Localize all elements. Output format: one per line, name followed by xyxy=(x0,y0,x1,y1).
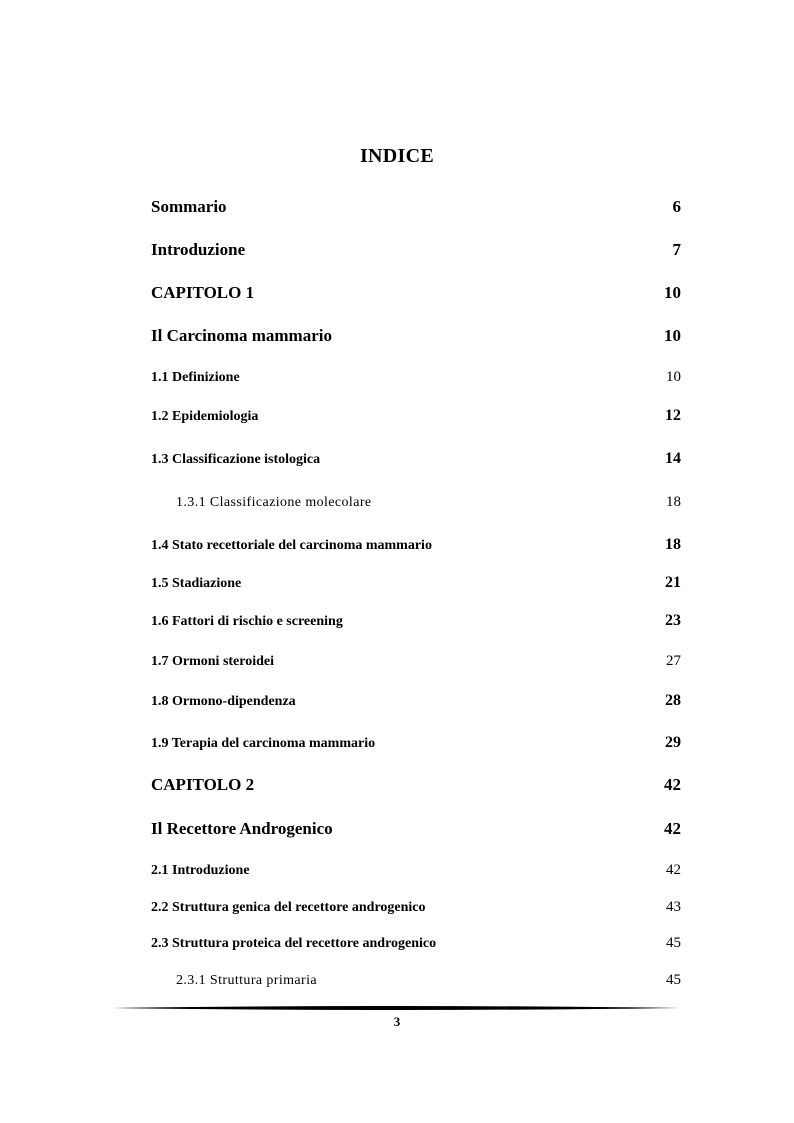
toc-entry-2-3-1[interactable] xyxy=(151,965,681,989)
toc-entry-1-7[interactable] xyxy=(151,646,681,670)
toc-entry-1-2[interactable] xyxy=(151,401,681,425)
toc-entry-introduzione[interactable] xyxy=(151,236,681,260)
toc-entry-label: 2.1 Introduzione xyxy=(151,863,250,878)
toc-entry-capitolo-2[interactable] xyxy=(151,771,681,795)
toc-entry-2-2[interactable] xyxy=(151,892,681,916)
toc-entry-recettore-androgenico[interactable] xyxy=(151,815,681,839)
toc-entry-label: Sommario xyxy=(151,197,227,216)
toc-entry-capitolo-1[interactable] xyxy=(151,279,681,303)
toc-entry-label: Il Recettore Androgenico xyxy=(151,819,333,838)
toc-entry-label: 1.3 Classificazione istologica xyxy=(151,452,321,467)
toc-entry-label: CAPITOLO 1 xyxy=(151,283,255,302)
toc-entry-1-6[interactable] xyxy=(151,606,681,630)
toc-entry-label: 1.8 Ormono-dipendenza xyxy=(151,694,296,709)
toc-entry-label: Introduzione xyxy=(151,240,246,259)
toc-entry-label: 1.4 Stato recettoriale del carcinoma mammario xyxy=(151,538,432,553)
toc-entry-page: 29 xyxy=(665,734,681,751)
toc-entry-page: 12 xyxy=(665,407,681,424)
toc-entry-label: Il Carcinoma mammario xyxy=(151,326,332,345)
toc-entry-1-8[interactable] xyxy=(151,686,681,710)
toc-entry-label: 1.7 Ormoni steroidei xyxy=(151,654,275,669)
toc-entry-1-1[interactable] xyxy=(151,362,681,386)
toc-entry-1-4[interactable] xyxy=(151,530,681,554)
toc-entry-page: 27 xyxy=(666,653,681,669)
toc-entry-page: 6 xyxy=(672,197,681,216)
toc-entry-page: 7 xyxy=(672,240,681,259)
toc-entry-page: 10 xyxy=(664,326,681,345)
toc-entry-label: 2.2 Struttura genica del recettore androgenico xyxy=(151,900,426,915)
toc-entry-carcinoma-mammario[interactable] xyxy=(151,322,681,346)
toc-entry-2-3[interactable] xyxy=(151,928,681,952)
toc-entry-label: 1.9 Terapia del carcinoma mammario xyxy=(151,736,376,751)
toc-entry-label: 2.3.1 Struttura primaria xyxy=(176,973,318,988)
toc-entry-1-5[interactable] xyxy=(151,568,681,592)
toc-entry-page: 45 xyxy=(666,972,681,988)
toc-entry-page: 23 xyxy=(665,612,681,629)
toc-entry-page: 42 xyxy=(664,775,681,794)
toc-entry-page: 10 xyxy=(666,369,681,385)
toc-entry-1-3-1[interactable] xyxy=(151,487,681,511)
toc-entry-page: 43 xyxy=(666,899,681,915)
toc-entry-page: 28 xyxy=(665,692,681,709)
toc-entry-1-9[interactable] xyxy=(151,728,681,752)
toc-entry-page: 42 xyxy=(666,862,681,878)
toc-entry-label: 1.2 Epidemiologia xyxy=(151,409,259,424)
toc-entry-label: 1.6 Fattori di rischio e screening xyxy=(151,614,343,629)
page-number: 3 xyxy=(393,1014,401,1029)
footer-divider xyxy=(113,1005,680,1011)
toc-entry-page: 14 xyxy=(665,450,681,467)
toc-entry-label: 1.5 Stadiazione xyxy=(151,576,242,591)
toc-entry-label: 1.1 Definizione xyxy=(151,370,240,385)
toc-entry-page: 21 xyxy=(665,574,681,591)
page-title: INDICE xyxy=(359,145,435,167)
toc-entry-label: 2.3 Struttura proteica del recettore androgenico xyxy=(151,936,437,951)
toc-entry-page: 42 xyxy=(664,819,681,838)
toc-entry-page: 18 xyxy=(665,536,681,553)
toc-entry-page: 18 xyxy=(666,494,681,510)
toc-entry-label: CAPITOLO 2 xyxy=(151,775,255,794)
toc-entry-2-1[interactable] xyxy=(151,855,681,879)
toc-entry-page: 10 xyxy=(664,283,681,302)
toc-entry-label: 1.3.1 Classificazione molecolare xyxy=(176,495,372,510)
toc-entry-sommario[interactable] xyxy=(151,193,681,217)
toc-entry-1-3[interactable] xyxy=(151,444,681,468)
toc-entry-page: 45 xyxy=(666,935,681,951)
